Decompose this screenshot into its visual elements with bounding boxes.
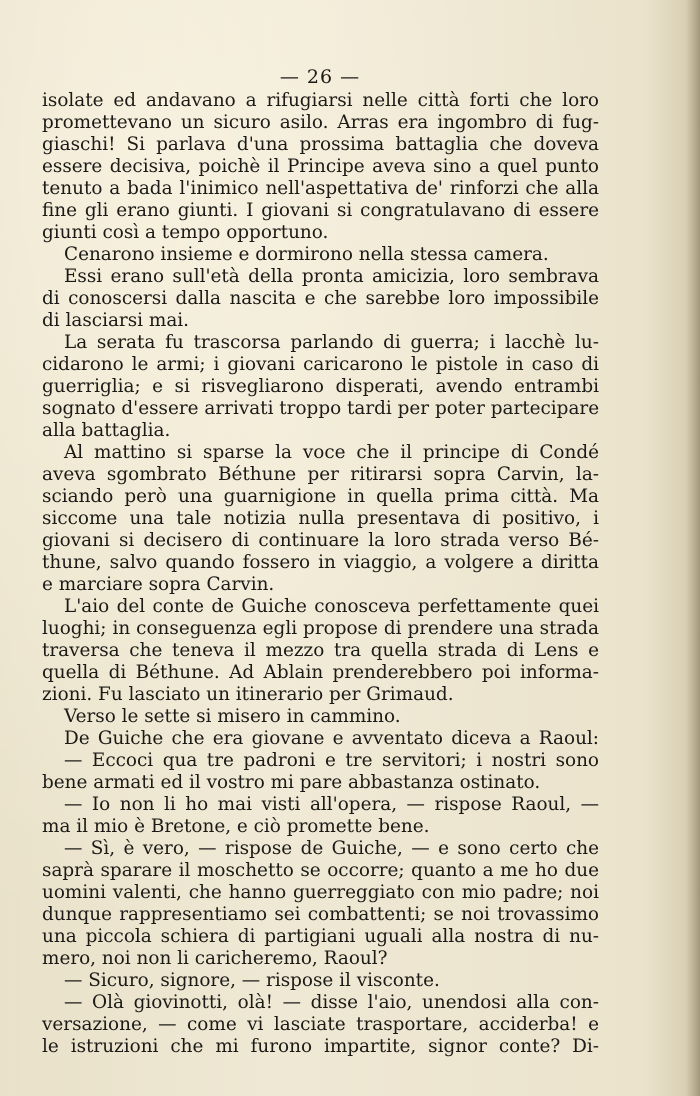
text-line: di lasciarsi mai. [42,310,190,331]
text-line: promettevano un sicuro asilo. Arras era ingombro di fug- [42,112,599,133]
text-line: L'aio del conte de Guiche conosceva perfettamente quei [64,596,599,617]
text-line: zioni. Fu lasciato un itinerario per Grimaud. [42,684,454,705]
text-line: dunque rappresentiamo sei combattenti; se noi trovassimo [42,904,599,925]
text-line: fine gli erano giunti. I giovani si congratulavano di essere [42,200,599,221]
text-line: De Guiche che era giovane e avventato diceva a Raoul: [64,728,599,749]
text-line: traversa che teneva il mezzo tra quella strada di Lens e [42,640,599,661]
body-text [42,90,599,1058]
text-line: — Eccoci qua tre padroni e tre servitori; i nostri sono [64,750,599,771]
text-line: La serata fu trascorsa parlando di guerra; i lacchè lu- [64,332,599,353]
text-line: quella di Béthune. Ad Ablain prenderebbero poi informa- [42,662,599,683]
text-line: bene armati ed il vostro mi pare abbastanza ostinato. [42,772,541,793]
text-line: versazione, — come vi lasciate trasportare, acciderba! e [42,1014,599,1035]
text-line: essere decisiva, poichè il Principe aveva sino a quel punto [42,156,599,177]
text-line: di conoscersi dalla nascita e che sarebbe loro impossibile [42,288,599,309]
text-line: Essi erano sull'età della pronta amicizia, loro sembrava [64,266,599,287]
text-line: — Io non li ho mai visti all'opera, — rispose Raoul, — [64,794,599,815]
text-line: luoghi; in conseguenza egli propose di prendere una strada [42,618,599,639]
text-line: tenuto a bada l'inimico nell'aspettativa de' rinforzi che alla [42,178,599,199]
text-line: isolate ed andavano a rifugiarsi nelle città forti che loro [42,90,599,111]
text-line: giunti così a tempo opportuno. [42,222,329,243]
text-line: — Olà giovinotti, olà! — disse l'aio, unendosi alla con- [64,992,599,1013]
text-line: sciando però una guarnigione in quella prima città. Ma [42,486,599,507]
text-line: aveva sgombrato Béthune per ritirarsi sopra Carvin, la- [42,464,599,485]
page-number: — 26 — [279,66,361,88]
text-line: alla battaglia. [42,420,171,441]
text-line: e marciare sopra Carvin. [42,574,275,595]
text-line: saprà sparare il moschetto se occorre; quanto a me ho due [42,860,599,881]
text-line: — Sì, è vero, — rispose de Guiche, — e sono certo che [64,838,599,859]
text-line: giovani si decisero di continuare la loro strada verso Bé- [42,530,599,551]
page-edge-shadow [686,0,700,1096]
text-line: le istruzioni che mi furono impartite, signor conte? Di- [42,1036,599,1057]
text-line: — Sicuro, signore, — rispose il visconte. [64,970,440,991]
text-line: giaschi! Si parlava d'una prossima battaglia che doveva [42,134,599,155]
text-line: cidarono le armi; i giovani caricarono le pistole in caso di [42,354,599,375]
text-line: sognato d'essere arrivati troppo tardi per poter partecipare [42,398,600,419]
text-line: Verso le sette si misero in cammino. [64,706,401,727]
text-line: una piccola schiera di partigiani uguali alla nostra di nu- [42,926,599,947]
text-line: guerriglia; e si risvegliarono disperati, avendo entrambi [42,376,599,397]
text-line: thune, salvo quando fossero in viaggio, a volgere a diritta [42,552,599,573]
text-line: uomini valenti, che hanno guerreggiato con mio padre; noi [42,882,599,903]
text-line: Cenarono insieme e dormirono nella stessa camera. [64,244,549,265]
text-line: Al mattino si sparse la voce che il principe di Condé [64,442,599,463]
text-line: siccome una tale notizia nulla presentava di positivo, i [42,508,599,529]
text-line: mero, noi non li caricheremo, Raoul? [42,948,388,969]
text-line: ma il mio è Bretone, e ciò promette bene. [42,816,430,837]
